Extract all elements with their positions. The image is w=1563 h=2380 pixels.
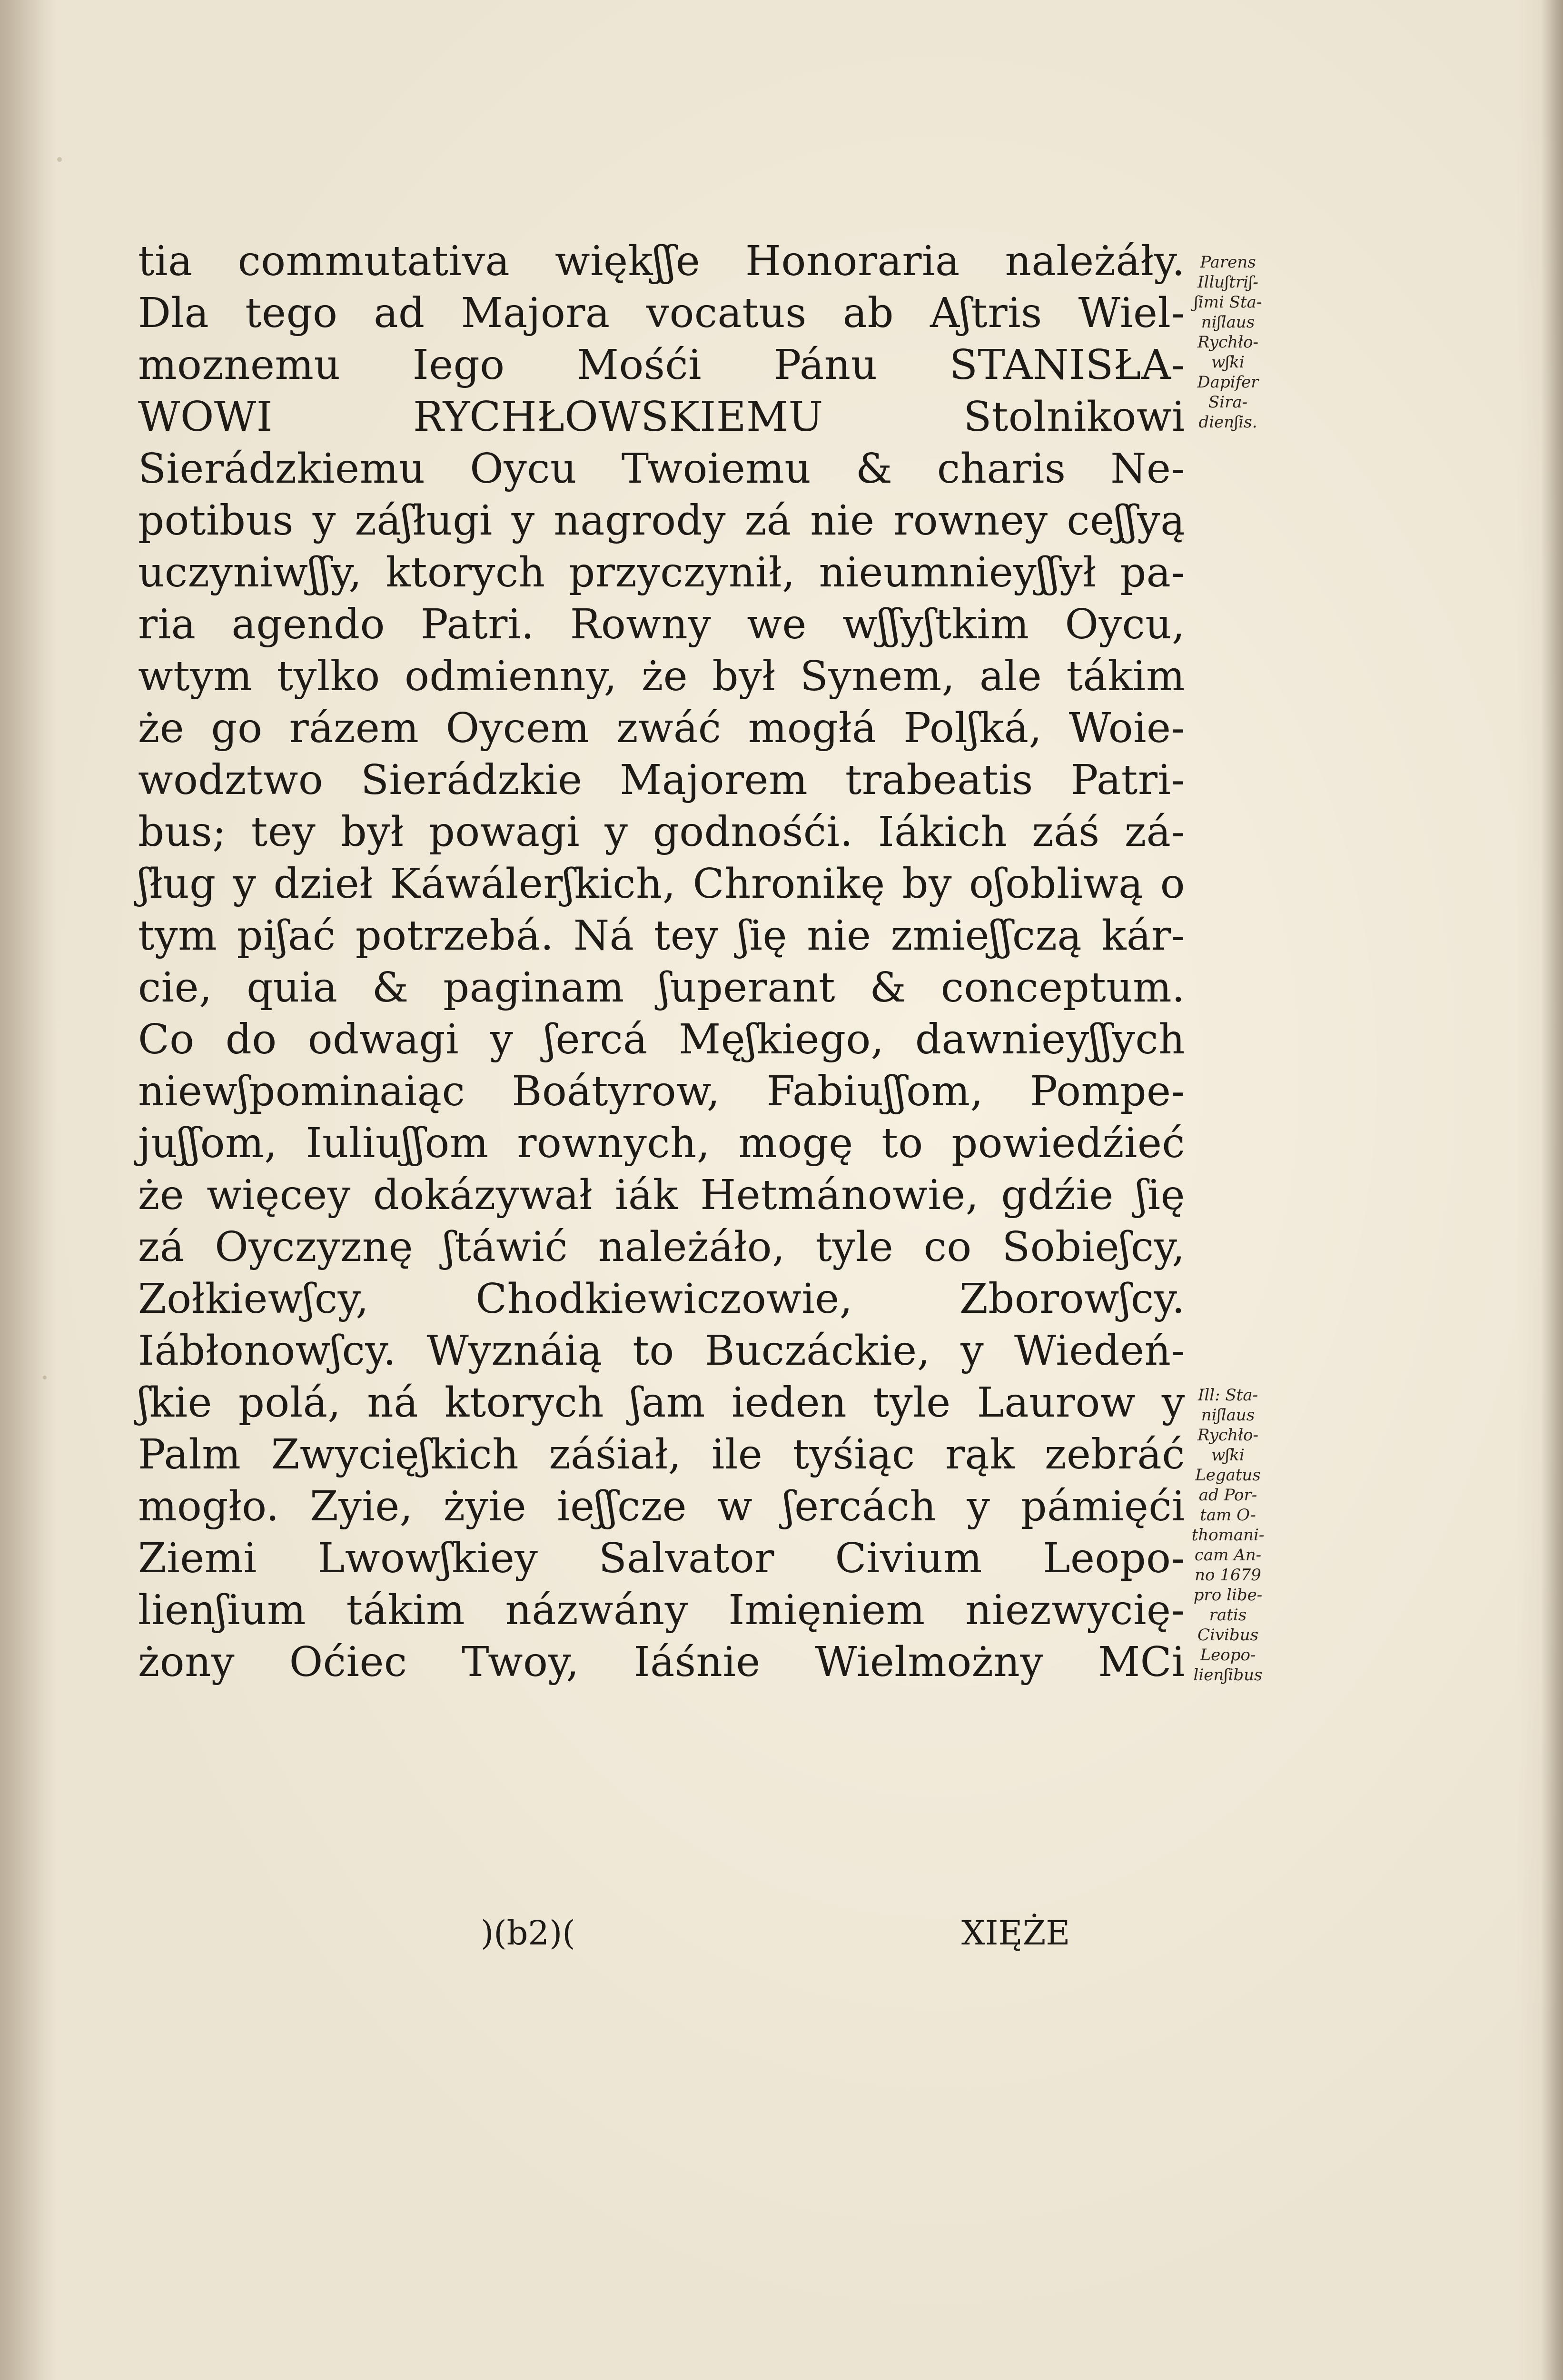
margin-note-line: Civibus bbox=[1197, 1626, 1259, 1645]
margin-note-line: Dapifer bbox=[1197, 373, 1259, 392]
catchword: XIĘŻE bbox=[961, 1914, 1070, 1953]
margin-note-line: wʃki bbox=[1211, 1446, 1245, 1465]
margin-note-line: Sira- bbox=[1208, 393, 1248, 412]
text-line: Iábłonowʃcy. Wyznáią to Buczáckie, y Wiedeń- bbox=[138, 1327, 1185, 1375]
text-line: wodztwo Sierádzkie Majorem trabeatis Patri- bbox=[138, 756, 1185, 804]
margin-note-line: ad Por- bbox=[1198, 1486, 1257, 1505]
text-line: Sierádzkiemu Oycu Twoiemu & charis Ne- bbox=[138, 445, 1185, 493]
margin-note-line: niʃlaus bbox=[1201, 313, 1255, 332]
text-line: ʃkie polá, ná ktorych ʃam ieden tyle Laurow y bbox=[138, 1379, 1185, 1427]
text-line: Zołkiewʃcy, Chodkiewiczowie, Zborowʃcy. bbox=[138, 1275, 1185, 1323]
margin-note-line: pro libe- bbox=[1193, 1586, 1263, 1605]
text-line: niewʃpominaiąc Boátyrow, Fabiuʃʃom, Pompe- bbox=[138, 1068, 1185, 1115]
text-line: że więcey dokázywał iák Hetmánowie, gdźie ʃię bbox=[138, 1171, 1185, 1219]
ink-blot bbox=[43, 1376, 47, 1379]
margin-note-line: ratis bbox=[1209, 1606, 1247, 1625]
text-line: potibus y záʃługi y nagrody zá nie rowney ceʃʃyą bbox=[138, 497, 1185, 545]
text-line: zá Oyczyznę ʃtáwić należáło, tyle co Sobieʃcy, bbox=[138, 1223, 1185, 1271]
margin-note-line: thomani- bbox=[1191, 1526, 1265, 1545]
text-line: juʃʃom, Iuliuʃʃom rownych, mogę to powiedźieć bbox=[138, 1120, 1185, 1167]
text-line: ʃług y dzieł Káwálerʃkich, Chronikę by oʃobliwą o bbox=[138, 860, 1185, 908]
margin-note-line: lienʃibus bbox=[1193, 1666, 1263, 1685]
margin-note-legatus bbox=[1157, 1385, 1299, 1685]
text-line: lienʃium tákim názwány Imięniem niezwycię- bbox=[138, 1587, 1185, 1634]
text-line: ria agendo Patri. Rowny we wʃʃyʃtkim Oycu, bbox=[138, 601, 1185, 648]
ink-blot bbox=[57, 157, 62, 162]
margin-note-line: niʃlaus bbox=[1201, 1406, 1255, 1425]
text-line: bus; tey był powagi y godnośći. Iákich záś zá- bbox=[138, 808, 1185, 856]
margin-note-line: cam An- bbox=[1194, 1546, 1262, 1565]
margin-note-line: Rychło- bbox=[1197, 1426, 1259, 1445]
text-line: tia commutativa więkʃʃe Honoraria należáły. bbox=[138, 238, 1185, 285]
signature-mark: )(b2)( bbox=[481, 1914, 575, 1953]
margin-note-line: Legatus bbox=[1195, 1466, 1261, 1485]
margin-note-line: Parens bbox=[1200, 253, 1256, 272]
text-line: że go rázem Oycem zwáć mogłá Polʃká, Woie- bbox=[138, 704, 1185, 752]
page-edge bbox=[1541, 0, 1563, 2380]
margin-note-line: ʃimi Sta- bbox=[1194, 293, 1262, 312]
text-line: Palm Zwycięʃkich záśiał, ile tyśiąc rąk zebráć bbox=[138, 1431, 1185, 1478]
text-line: tym piʃać potrzebá. Ná tey ʃię nie zmieʃʃczą kár- bbox=[138, 912, 1185, 960]
margin-note-line: Illuʃtriʃ- bbox=[1197, 273, 1258, 292]
text-line: uczyniwʃʃy, ktorych przyczynił, nieumnieyʃʃył pa- bbox=[138, 549, 1185, 596]
margin-note-line: Rychło- bbox=[1197, 333, 1259, 352]
margin-note-line: Ill: Sta- bbox=[1197, 1386, 1258, 1405]
text-line: cie, quia & paginam ʃuperant & conceptum. bbox=[138, 964, 1185, 1012]
margin-note-line: dienʃis. bbox=[1198, 413, 1257, 432]
text-line: wtym tylko odmienny, że był Synem, ale tákim bbox=[138, 653, 1185, 700]
text-line: Co do odwagi y ʃercá Męʃkiego, dawnieyʃʃych bbox=[138, 1016, 1185, 1063]
text-line: Ziemi Lwowʃkiey Salvator Civium Leopo- bbox=[138, 1535, 1185, 1582]
text-line: Dla tego ad Majora vocatus ab Aʃtris Wiel- bbox=[138, 289, 1185, 337]
text-line: WOWI RYCHŁOWSKIEMU Stolnikowi bbox=[138, 393, 1185, 441]
margin-note-line: Leopo- bbox=[1200, 1646, 1256, 1665]
binding-shadow bbox=[0, 0, 57, 2380]
text-line: mogło. Zyie, żyie ieʃʃcze w ʃercách y pámięći bbox=[138, 1483, 1185, 1530]
body-text bbox=[138, 236, 1185, 1688]
text-line: żony Oćiec Twoy, Iáśnie Wielmożny MCi bbox=[138, 1638, 1185, 1686]
margin-note-line: tam O- bbox=[1200, 1506, 1256, 1525]
margin-note-line: no 1679 bbox=[1195, 1566, 1261, 1585]
margin-note-line: wʃki bbox=[1211, 353, 1245, 372]
text-line: moznemu Iego Mośći Pánu STANISŁA- bbox=[138, 341, 1185, 389]
margin-note-parens bbox=[1157, 252, 1299, 432]
